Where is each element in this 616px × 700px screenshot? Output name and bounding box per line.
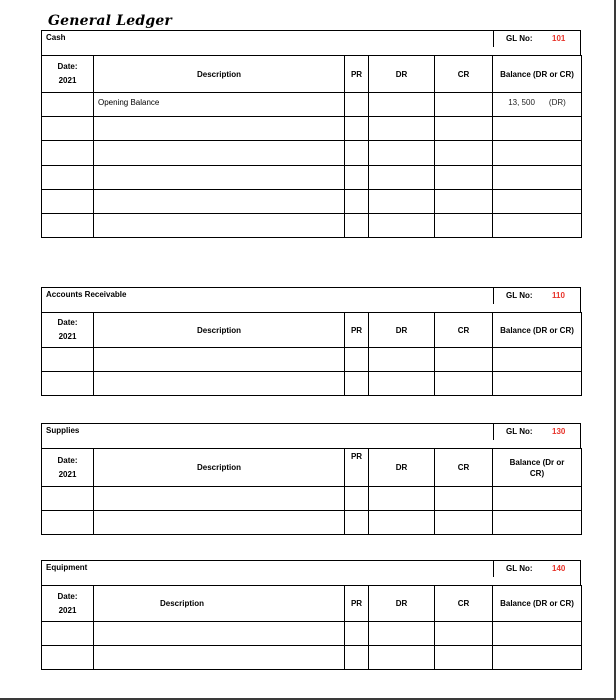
table-row[interactable] bbox=[42, 214, 582, 238]
gl-number: 101 bbox=[552, 34, 566, 43]
table-row[interactable] bbox=[42, 487, 582, 511]
table-row[interactable] bbox=[42, 141, 582, 166]
dr-header: DR bbox=[369, 313, 435, 348]
table-row[interactable] bbox=[42, 372, 582, 396]
balance-side: (DR) bbox=[548, 98, 566, 107]
gl-number-block bbox=[493, 424, 582, 440]
account-name: Accounts Receivable bbox=[46, 290, 127, 299]
ledger-cash bbox=[41, 30, 581, 238]
date-header: Date: 2021 bbox=[42, 449, 94, 487]
table-row[interactable] bbox=[42, 511, 582, 535]
description-header: Description bbox=[94, 313, 345, 348]
cr-header: CR bbox=[435, 313, 493, 348]
header-spacer bbox=[41, 47, 581, 55]
column-header-row bbox=[42, 449, 582, 487]
table-row[interactable] bbox=[42, 622, 582, 646]
account-name: Cash bbox=[46, 33, 66, 42]
cr-header: CR bbox=[435, 586, 493, 622]
header-spacer bbox=[41, 577, 581, 585]
page-title: General Ledger bbox=[48, 13, 173, 29]
gl-number-block bbox=[493, 288, 582, 304]
gl-number-block bbox=[493, 561, 582, 577]
table-row[interactable] bbox=[42, 190, 582, 214]
table-row[interactable] bbox=[42, 166, 582, 190]
account-name: Supplies bbox=[46, 426, 80, 435]
date-header: Date: 2021 bbox=[42, 313, 94, 348]
balance-header: Balance (DR or CR) bbox=[493, 586, 582, 622]
header-spacer bbox=[41, 440, 581, 448]
header-spacer bbox=[41, 304, 581, 312]
account-header bbox=[41, 560, 581, 577]
date-header: Date: 2021 bbox=[42, 56, 94, 93]
pr-header: PR bbox=[345, 313, 369, 348]
ledger-table bbox=[41, 585, 582, 670]
opening-balance[interactable]: 13, 500 (DR) bbox=[493, 93, 582, 117]
gl-number: 140 bbox=[552, 564, 566, 573]
dr-header: DR bbox=[369, 586, 435, 622]
balance-header: Balance (Dr or CR) bbox=[493, 449, 582, 487]
gl-number-block bbox=[493, 31, 582, 47]
dr-header: DR bbox=[369, 56, 435, 93]
table-row[interactable] bbox=[42, 117, 582, 141]
balance-header: Balance (DR or CR) bbox=[493, 56, 582, 93]
column-header-row bbox=[42, 586, 582, 622]
gl-number: 110 bbox=[552, 291, 565, 300]
ledger-supplies bbox=[41, 423, 581, 535]
gl-label: GL No: bbox=[506, 564, 533, 573]
cr-header: CR bbox=[435, 449, 493, 487]
ledger-table bbox=[41, 448, 582, 535]
account-header bbox=[41, 287, 581, 304]
column-header-row bbox=[42, 313, 582, 348]
ledger-table bbox=[41, 55, 582, 238]
date-header: Date: 2021 bbox=[42, 586, 94, 622]
balance-header: Balance (DR or CR) bbox=[493, 313, 582, 348]
gl-number: 130 bbox=[552, 427, 566, 436]
description-header: Description bbox=[94, 586, 345, 622]
dr-header: DR bbox=[369, 449, 435, 487]
account-header bbox=[41, 423, 581, 440]
opening-description[interactable]: Opening Balance bbox=[94, 93, 345, 117]
table-row[interactable] bbox=[42, 646, 582, 670]
account-header bbox=[41, 30, 581, 47]
gl-label: GL No: bbox=[506, 291, 533, 300]
pr-header: PR bbox=[345, 449, 369, 487]
table-row[interactable] bbox=[42, 93, 582, 117]
cr-header: CR bbox=[435, 56, 493, 93]
ledger-equipment bbox=[41, 560, 581, 670]
ledger-accounts-receivable bbox=[41, 287, 581, 396]
account-name: Equipment bbox=[46, 563, 88, 572]
description-header: Description bbox=[94, 449, 345, 487]
pr-header: PR bbox=[345, 56, 369, 93]
gl-label: GL No: bbox=[506, 34, 533, 43]
ledger-table bbox=[41, 312, 582, 396]
pr-header: PR bbox=[345, 586, 369, 622]
table-row[interactable] bbox=[42, 348, 582, 372]
gl-label: GL No: bbox=[506, 427, 533, 436]
column-header-row bbox=[42, 56, 582, 93]
description-header: Description bbox=[94, 56, 345, 93]
